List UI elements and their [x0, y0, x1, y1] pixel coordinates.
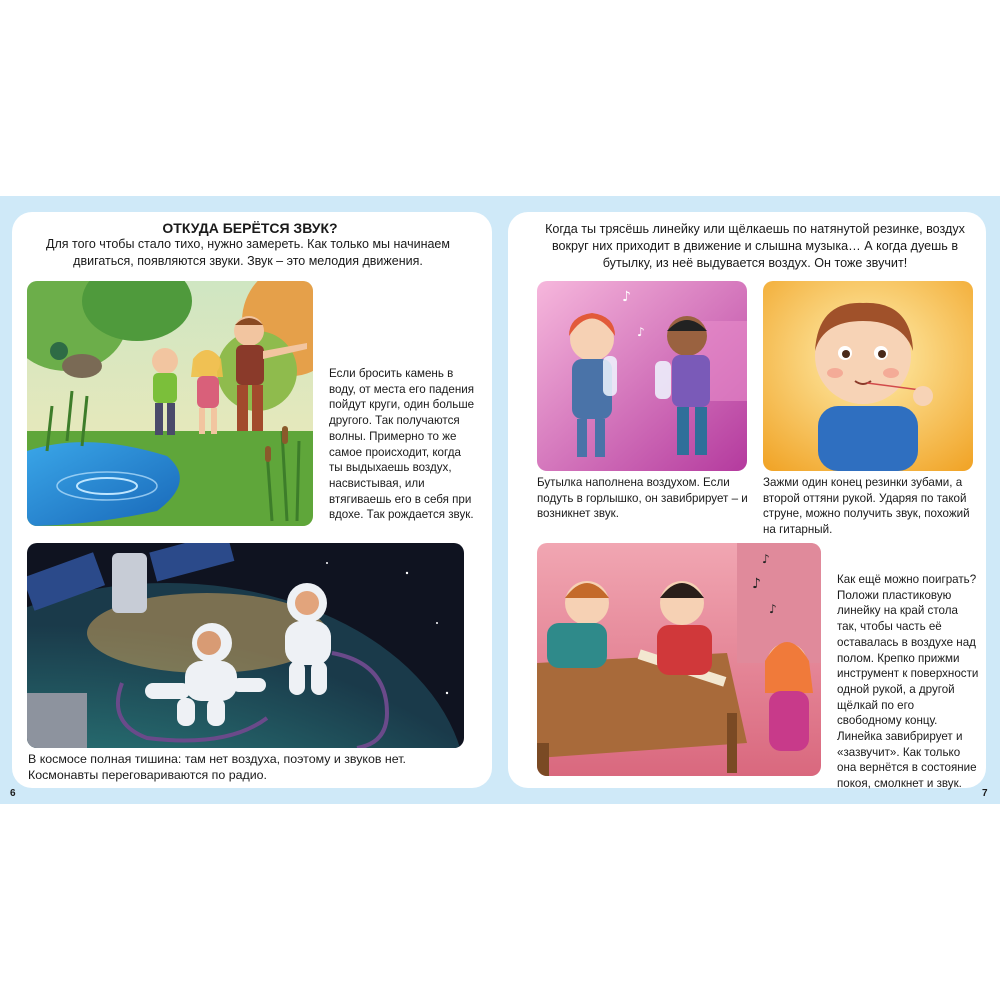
- svg-text:♪: ♪: [752, 576, 761, 592]
- rubber-band-text: Зажми один конец резинки зубами, а второй оттяни рукой. Ударяя по такой струне, можно получить звук, похожий на гитарный.: [763, 476, 970, 537]
- space-illustration: [27, 543, 464, 748]
- pond-text: Если бросить камень в воду, от места его падения пойдут круги, один больше другого. Так получаются волны. Примерно то же самое происходит, когда ты выдыхаешь воздух, насвистывая, или втягиваешь его в себя при вдохе. Так рождается звук.: [329, 367, 475, 522]
- svg-text:♪: ♪: [762, 552, 770, 566]
- ruler-illustration: [537, 543, 821, 776]
- pond-illustration: [27, 281, 313, 526]
- svg-text:♪: ♪: [769, 602, 777, 616]
- space-text: В космосе полная тишина: там нет воздуха, поэтому и звуков нет. Космонавты переговариваются по радио.: [28, 752, 406, 782]
- left-page-number: 6: [10, 788, 16, 799]
- bottle-illustration: [537, 281, 747, 471]
- svg-text:♪: ♪: [622, 289, 631, 305]
- right-page-number: 7: [982, 788, 988, 799]
- rubber-band-illustration: [763, 281, 973, 471]
- page-title: ОТКУДА БЕРЁТСЯ ЗВУК?: [162, 220, 338, 236]
- svg-text:♪: ♪: [637, 325, 645, 339]
- right-intro-text: Когда ты трясёшь линейку или щёлкаешь по натянутой резинке, воздух вокруг них приходит в движение и слышна музыка… А когда дуешь в бутылку, из неё выдувается воздух. Он тоже звучит!: [545, 222, 965, 270]
- ruler-text: Как ещё можно поиграть? Положи пластиковую линейку на край стола так, чтобы часть её оставалась в воздухе над полом. Крепко прижми инструмент к поверхности одной рукой, а другой щёлкай по его свободному концу. Линейка завибрирует и «зазвучит». Как только она вернётся в состояние покоя, смолкнет и звук.: [837, 573, 979, 791]
- left-intro-text: Для того чтобы стало тихо, нужно замереть. Как только мы начинаем двигаться, появляются звуки. Звук – это мелодия движения.: [46, 237, 450, 268]
- bottle-text: Бутылка наполнена воздухом. Если подуть в горлышко, он завибрирует – и возникнет звук.: [537, 476, 748, 521]
